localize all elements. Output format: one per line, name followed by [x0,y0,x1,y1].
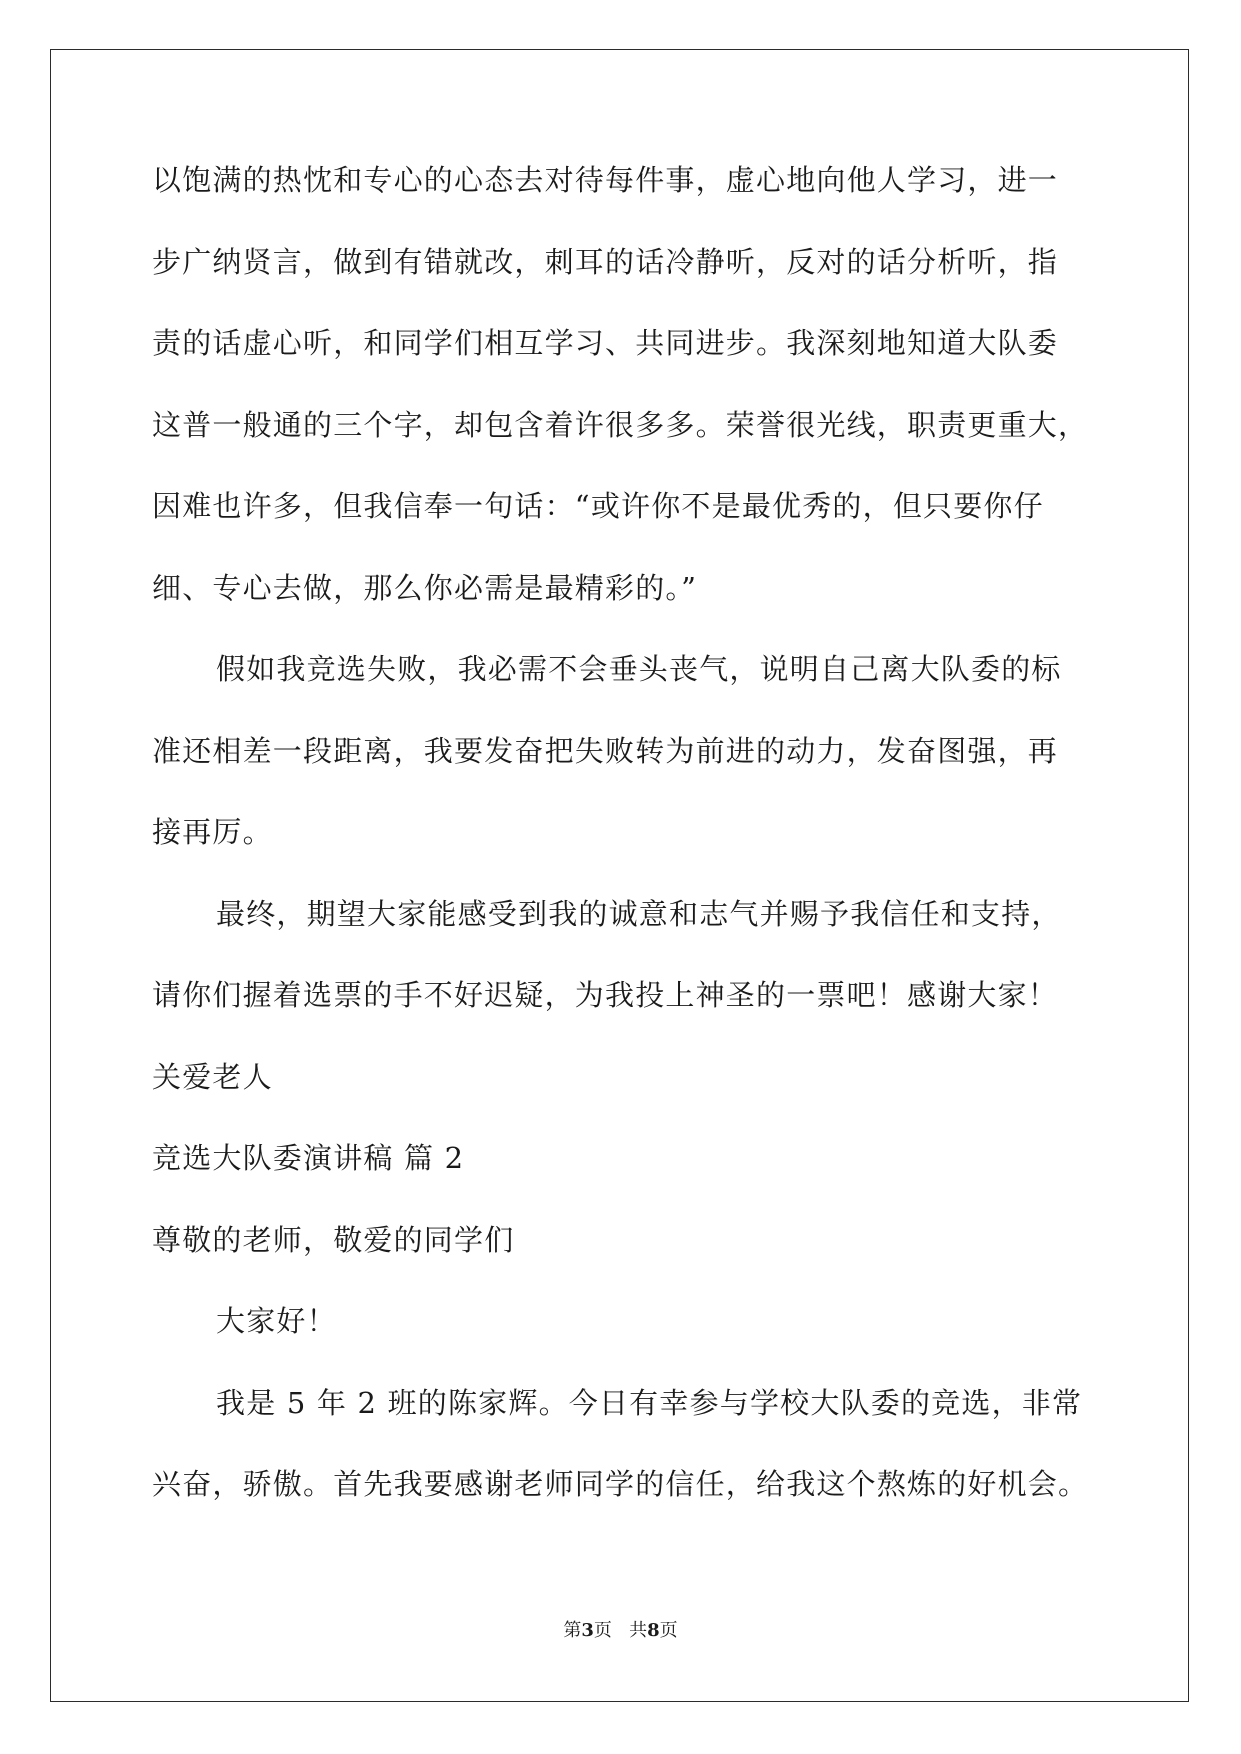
section-title: 竞选大队委演讲稿 篇 2 [152,1141,465,1175]
paragraph-start-line: 假如我竞选失败，我必需不会垂头丧气，说明自己离大队委的标 [216,652,1062,686]
body-text-line: 以饱满的热忱和专心的心态去对待每件事，虚心地向他人学习，进一 [152,163,1059,197]
paragraph-start-line: 我是 5 年 2 班的陈家辉。今日有幸参与学校大队委的竞选，非常 [216,1385,1083,1420]
stray-heading-line: 关爱老人 [152,1059,273,1094]
page-suffix: 页 [593,1620,612,1641]
paragraph-start-line: 最终，期望大家能感受到我的诚意和志气并赐予我信任和支持， [216,896,1062,931]
body-text-line: 责的话虚心听，和同学们相互学习、共同进步。我深刻地知道大队委 [152,326,1059,360]
page-prefix: 第 [563,1620,582,1641]
body-text-line: 因难也许多，但我信奉一句话：“或许你不是最优秀的，但只要你仔 [152,489,1044,523]
body-text-line: 接再厉。 [152,815,273,849]
total-suffix: 页 [659,1620,678,1641]
body-text-line: 准还相差一段距离，我要发奋把失败转为前进的动力，发奋图强，再 [152,733,1059,768]
page-footer [0,1616,1241,1642]
total-prefix: 共 [629,1620,648,1641]
document-body [152,155,1097,1541]
greeting-line: 大家好！ [216,1304,337,1338]
body-text-line: 请你们握着选票的手不好迟疑，为我投上神圣的一票吧！感谢大家！ [152,978,1059,1012]
body-text-line: 细、专心去做，那么你必需是最精彩的。” [152,570,698,605]
total-pages: 8 [647,1620,660,1641]
body-text-line: 这普一般通的三个字，却包含着许很多多。荣誉很光线，职责更重大， [152,407,1089,442]
body-text-line: 步广纳贤言，做到有错就改，刺耳的话冷静听，反对的话分析听，指 [152,244,1059,279]
body-text-line: 兴奋，骄傲。首先我要感谢老师同学的信任，给我这个熬炼的好机会。 [152,1467,1089,1501]
page-number: 3 [581,1620,594,1641]
salutation-line: 尊敬的老师，敬爱的同学们 [152,1222,515,1257]
